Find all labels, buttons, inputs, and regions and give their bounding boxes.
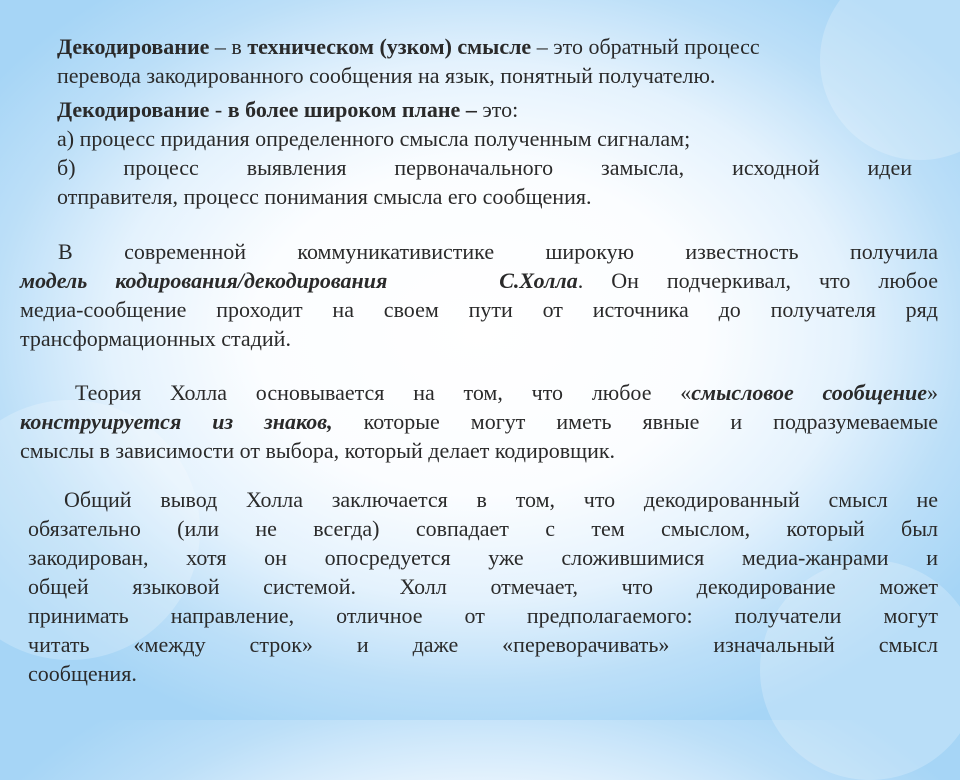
list-item-a: а) процесс придания определенного смысла полученным сигналам; — [57, 126, 691, 151]
paragraph3-line1: В современной коммуникативистике широкую известность получила — [58, 239, 938, 264]
paragraph1-line1: Декодирование – в техническом (узком) смысле – это обратный процесс — [57, 34, 760, 59]
semantic-message: смысловое сообщение — [691, 380, 927, 405]
paragraph5-line5: принимать направление, отличное от предполагаемого: получатели могут — [28, 603, 938, 628]
paragraph3-line2: модель кодирования/декодирования С.Холла. Он подчеркивал, что любое — [20, 268, 938, 293]
paragraph4-line2: конструируется из знаков, которые могут иметь явные и подразумеваемые — [20, 409, 938, 434]
list-item-b-line1: б) процесс выявления первоначального замысла, исходной идеи — [57, 155, 912, 180]
broad-sense: в более широком плане – — [227, 97, 477, 122]
paragraph-technical-definition — [57, 32, 907, 90]
term-decoding: Декодирование — [57, 97, 210, 122]
list-item-b-line2: отправителя, процесс понимания смысла его сообщения. — [57, 184, 592, 209]
paragraph5-line7: сообщения. — [28, 661, 137, 686]
paragraph5-line2: обязательно (или не всегда) совпадает с тем смыслом, который был — [28, 516, 938, 541]
paragraph1-line2: перевода закодированного сообщения на язык, понятный получателю. — [57, 63, 716, 88]
term-decoding: Декодирование — [57, 34, 210, 59]
paragraph4-line3: смыслы в зависимости от выбора, который делает кодировщик. — [20, 438, 616, 463]
paragraph-hall-model — [20, 237, 938, 353]
constructed-from-signs: конструируется из знаков, — [20, 409, 333, 434]
paragraph5-line1: Общий вывод Холла заключается в том, что декодированный смысл не — [64, 487, 938, 512]
paragraph-broad-definition — [57, 95, 912, 211]
paragraph5-line6: читать «между строк» и даже «переворачивать» изначальный смысл — [28, 632, 938, 657]
paragraph3-line3: медиа-сообщение проходит на своем пути от источника до получателя ряд — [20, 297, 938, 322]
model-name: модель кодирования/декодирования — [20, 268, 388, 293]
paragraph5-line4: общей языковой системой. Холл отмечает, что декодирование может — [28, 574, 938, 599]
paragraph3-line4: трансформационных стадий. — [20, 326, 291, 351]
paragraph2-line1: Декодирование - в более широком плане – это: — [57, 97, 519, 122]
technical-sense: техническом (узком) смысле — [247, 34, 532, 59]
paragraph4-line1: Теория Холла основывается на том, что любое «смысловое сообщение» — [75, 380, 938, 405]
author-name: С.Холла — [499, 268, 578, 293]
paragraph-hall-theory — [20, 378, 938, 465]
paragraph5-line3: закодирован, хотя он опосредуется уже сложившимися медиа-жанрами и — [28, 545, 938, 570]
paragraph-hall-conclusion — [28, 485, 938, 688]
